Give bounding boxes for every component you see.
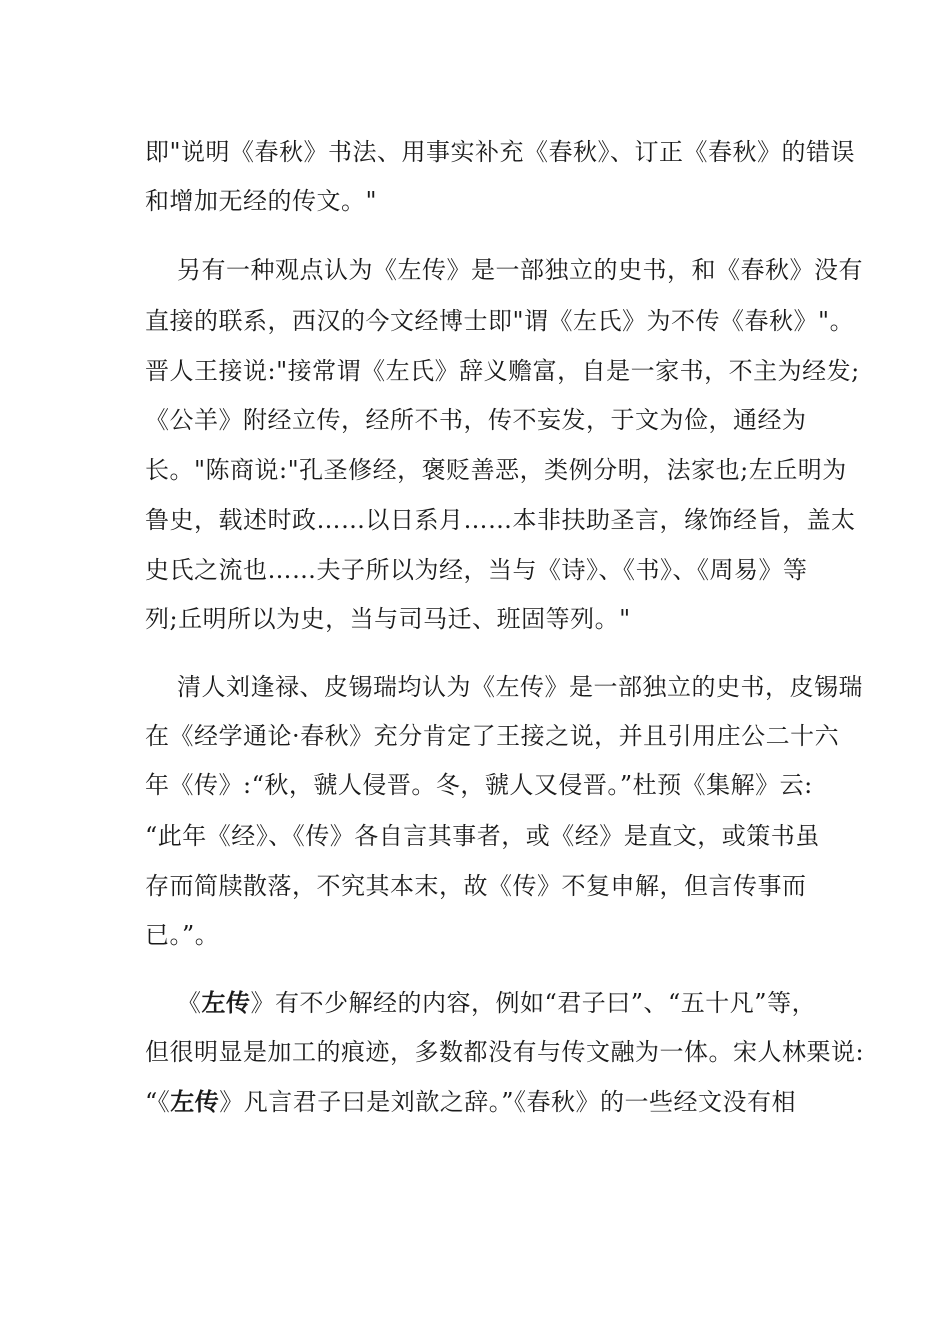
paragraph-3-line-6: 已。”。 [145, 921, 220, 949]
paragraph-3-line-5: 存而简牍散落，不究其本末，故《传》不复申解，但言传事而 [145, 872, 807, 900]
book-title-zuozhuan: 左传 [201, 988, 251, 1017]
paragraph-2-line-3: 晋人王接说:"接常谓《左氏》辞义赡富，自是一家书，不主为经发; [145, 357, 860, 385]
book-title-zuozhuan: 左传 [170, 1087, 220, 1116]
line-remainder: 》有不少解经的内容，例如“君子曰”、“五十凡”等， [250, 989, 817, 1017]
paragraph-4-line-1 [177, 988, 816, 1018]
paragraph-2-line-8: 列;丘明所以为史，当与司马迁、班固等列。" [145, 605, 631, 633]
paragraph-1-line-1: 即"说明《春秋》书法、用事实补充《春秋》、订正《春秋》的错误 [145, 138, 856, 166]
paragraph-2-line-5: 长。"陈商说:"孔圣修经，褒贬善恶，类例分明，法家也;左丘明为 [145, 456, 847, 484]
paragraph-2-line-6: 鲁史，载述时政……以日系月……本非扶助圣言，缘饰经旨，盖太 [145, 506, 856, 534]
paragraph-2-line-2: 直接的联系，西汉的今文经博士即"谓《左氏》为不传《春秋》"。 [145, 307, 855, 335]
open-bracket: 《 [177, 989, 202, 1017]
paragraph-2-line-4: 《公羊》附经立传，经所不书，传不妄发，于文为俭，通经为 [145, 406, 807, 434]
paragraph-3-line-2: 在《经学通论·春秋》充分肯定了王接之说，并且引用庄公二十六 [145, 722, 840, 750]
paragraph-3-line-3: 年《传》:“秋，虢人侵晋。冬，虢人又侵晋。”杜预《集解》云: [145, 771, 813, 799]
paragraph-3-line-4: “此年《经》、《传》各自言其事者，或《经》是直文，或策书虽 [145, 822, 820, 850]
paragraph-2-line-1: 另有一种观点认为《左传》是一部独立的史书，和《春秋》没有 [177, 256, 863, 284]
open-quote-bracket: “《 [145, 1088, 171, 1116]
paragraph-4-line-3 [145, 1087, 796, 1117]
paragraph-1-line-2: 和增加无经的传文。" [145, 187, 378, 215]
paragraph-4-line-2: 但很明显是加工的痕迹，多数都没有与传文融为一体。宋人林栗说: [145, 1038, 865, 1066]
line-remainder: 》凡言君子曰是刘歆之辞。”《春秋》的一些经文没有相 [219, 1088, 797, 1116]
paragraph-2-line-7: 史氏之流也……夫子所以为经，当与《诗》、《书》、《周易》等 [145, 556, 808, 584]
paragraph-3-line-1: 清人刘逢禄、皮锡瑞均认为《左传》是一部独立的史书，皮锡瑞 [177, 673, 863, 701]
